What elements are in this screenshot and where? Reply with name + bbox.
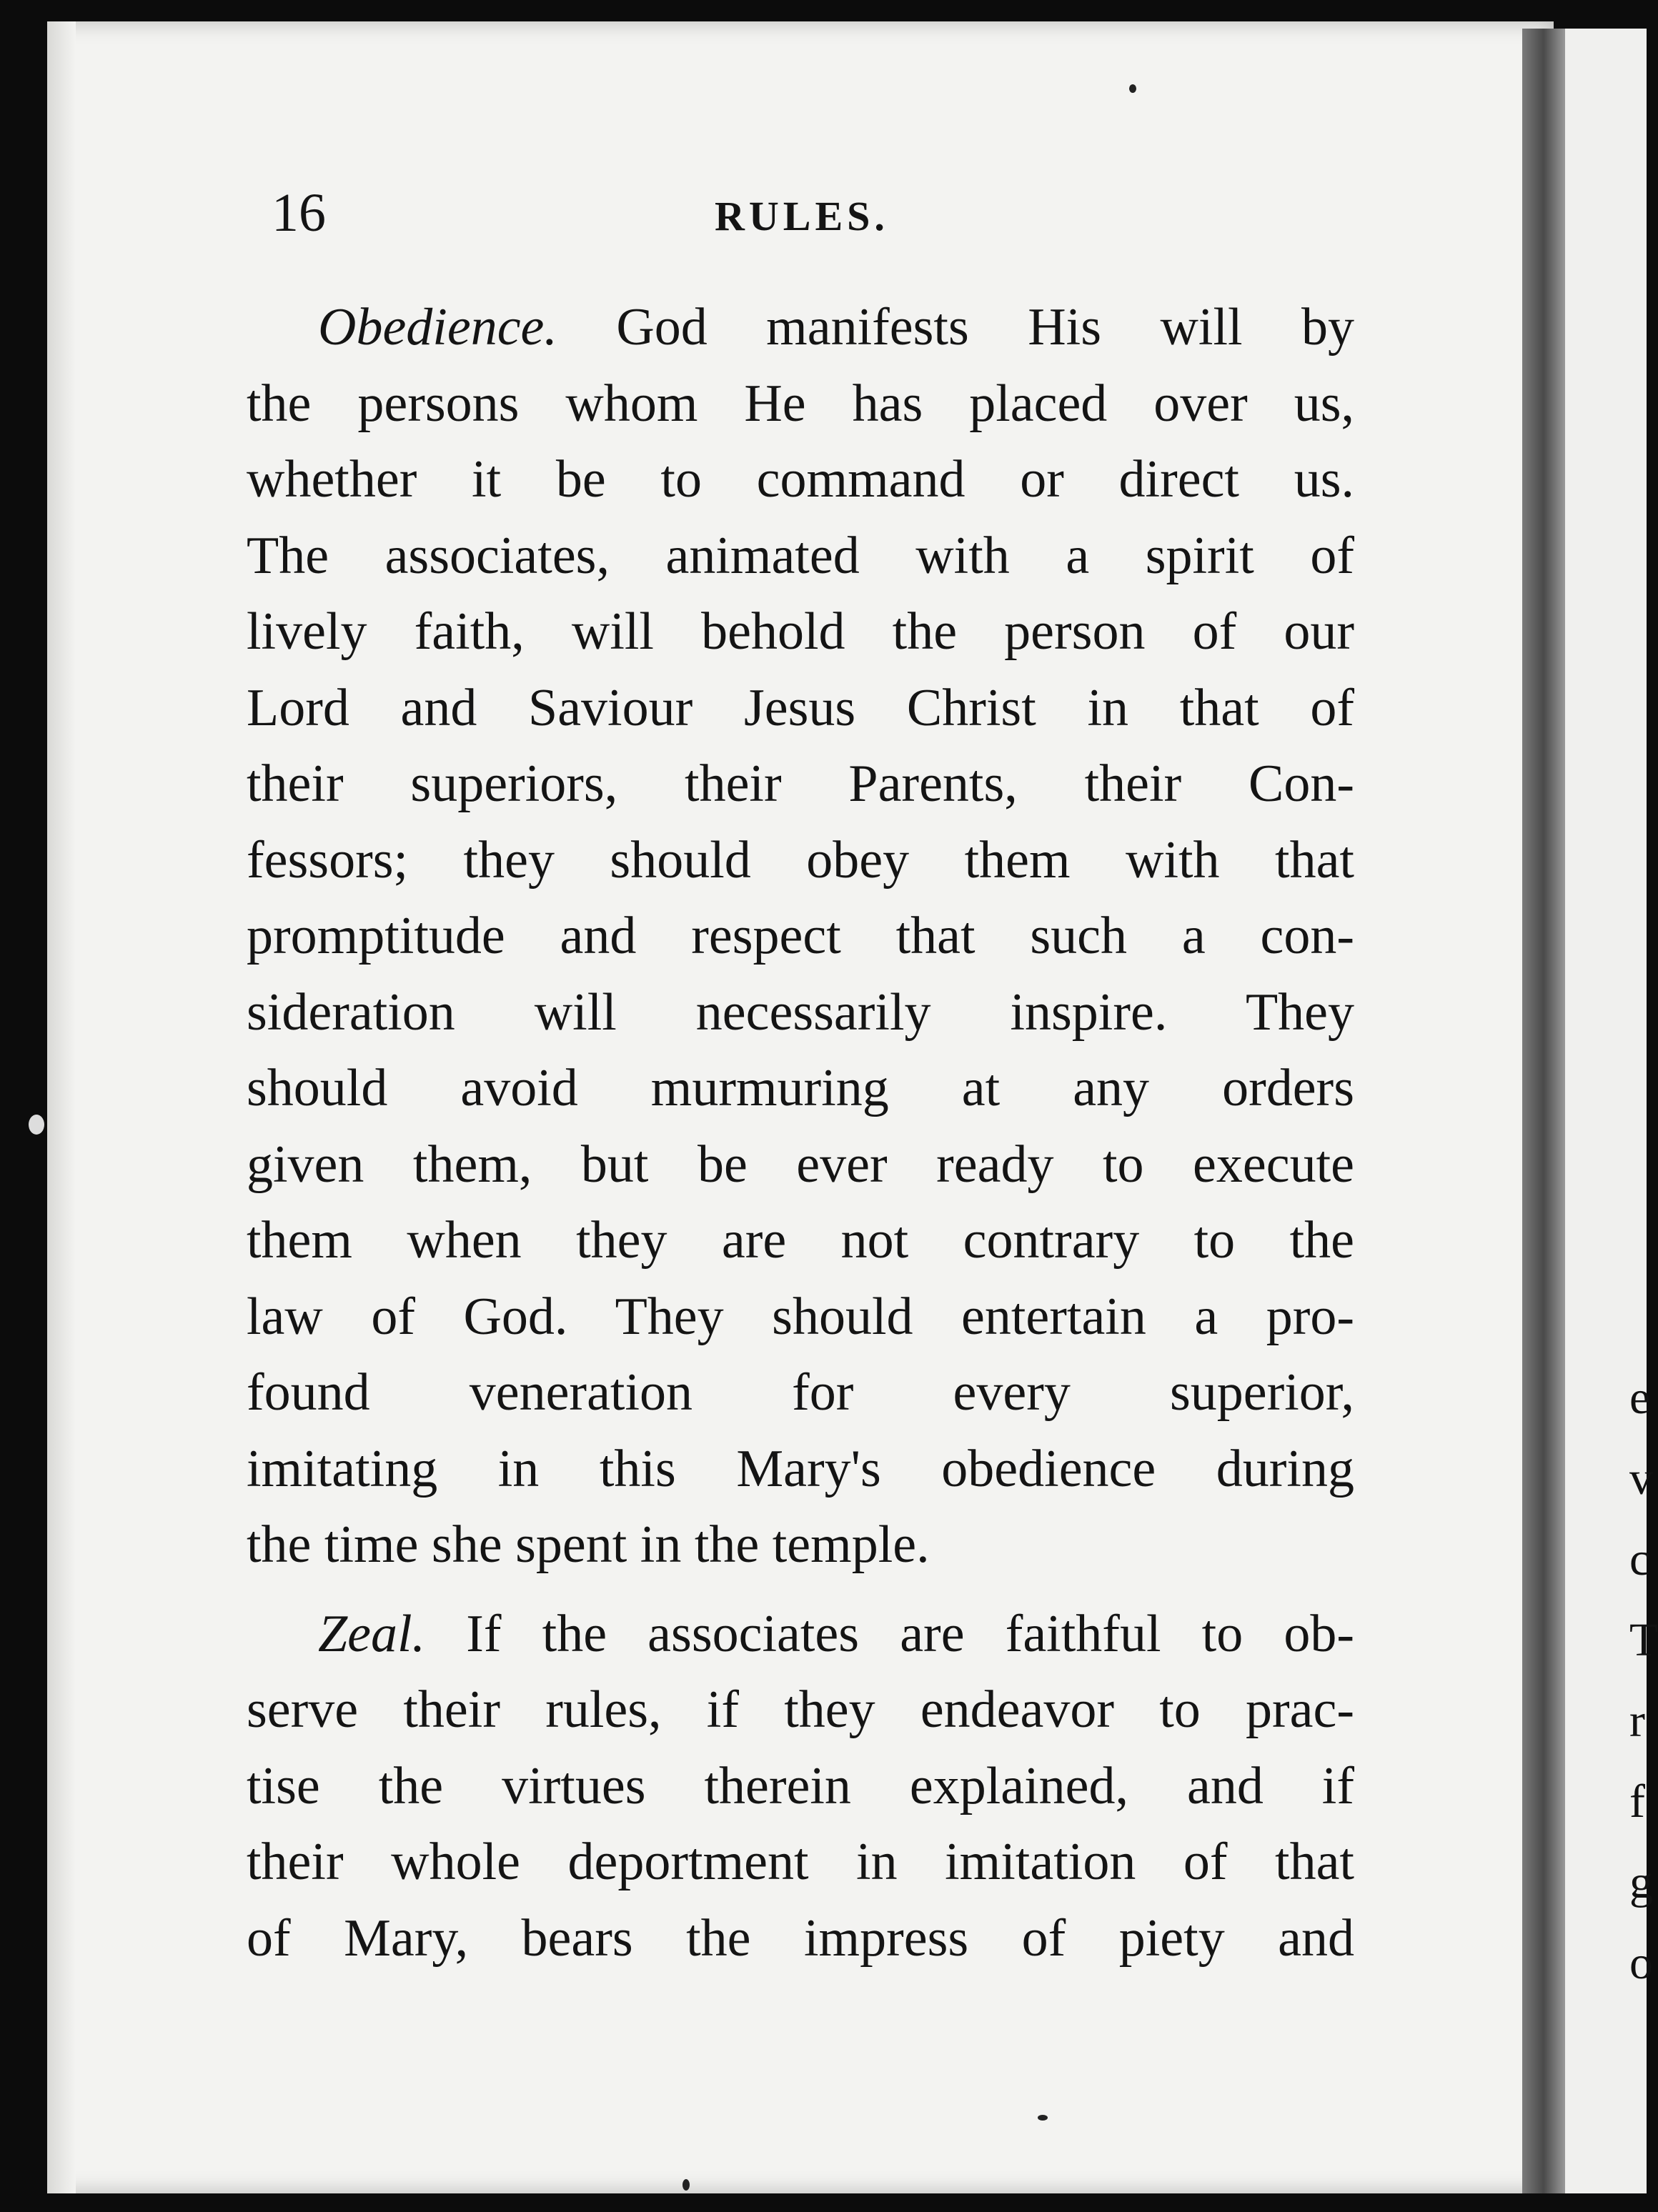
text-line: fessors; they should obey them with that [247, 830, 1354, 890]
ink-speck [1038, 2115, 1048, 2121]
text-line: sideration will necessarily inspire. They [247, 982, 1354, 1042]
facing-page-letters [1629, 1357, 1658, 2003]
paragraph-obedience [247, 289, 1354, 1583]
text-line: Zeal. If the associates are faithful to ob- [318, 1604, 1354, 1663]
facing-letter: c [1629, 1533, 1651, 1585]
facing-letter: r [1629, 1695, 1645, 1747]
facing-letter: f [1629, 1775, 1645, 1828]
text-line: law of God. They should entertain a pro- [247, 1287, 1354, 1346]
facing-letter: e [1629, 1372, 1651, 1424]
text-line: Lord and Saviour Jesus Christ in that of [247, 678, 1354, 737]
ink-speck [682, 2179, 690, 2191]
paragraph-gap [247, 1583, 1354, 1596]
text-line: serve their rules, if they endeavor to prac- [247, 1680, 1354, 1739]
book-gutter [1522, 29, 1565, 2193]
body-text [247, 289, 1354, 1976]
text-line: them when they are not contrary to the [247, 1211, 1354, 1270]
ink-speck [29, 1115, 44, 1135]
text-line: Obedience. God manifests His will by [318, 298, 1354, 357]
text-line: the persons whom He has placed over us, [247, 374, 1354, 433]
facing-letter: o [1629, 1937, 1653, 1989]
paragraph-zeal [247, 1596, 1354, 1977]
paragraph-title: Obedience. [318, 298, 557, 357]
text-line: should avoid murmuring at any orders [247, 1059, 1354, 1117]
text-line: tise the virtues therein explained, and if [247, 1756, 1354, 1815]
paragraph-title: Zeal. [318, 1604, 426, 1663]
text-line: their whole deportment in imitation of that [247, 1833, 1354, 1891]
page-number: 16 [272, 183, 326, 243]
text-line: the time she spent in the temple. [247, 1515, 930, 1574]
text-line: whether it be to command or direct us. [247, 450, 1354, 509]
text-line: their superiors, their Parents, their Con- [247, 754, 1354, 813]
text-line: The associates, animated with a spirit of [247, 526, 1354, 585]
page-inner-edge [47, 21, 76, 2193]
text-line: given them, but be ever ready to execute [247, 1135, 1354, 1194]
ink-speck [1129, 84, 1136, 93]
facing-letter: v [1629, 1453, 1653, 1505]
facing-letter: g [1629, 1856, 1653, 1908]
running-head: RULES. [715, 193, 889, 239]
text-line: of Mary, bears the impress of piety and [247, 1908, 1354, 1968]
text-line: lively faith, will behold the person of our [247, 602, 1354, 661]
text-line: found veneration for every superior, [247, 1363, 1354, 1422]
text-line: promptitude and respect that such a con- [247, 907, 1354, 965]
text-line: imitating in this Mary's obedience during [247, 1439, 1354, 1498]
page-header [272, 182, 1344, 254]
facing-letter: T [1629, 1614, 1658, 1666]
